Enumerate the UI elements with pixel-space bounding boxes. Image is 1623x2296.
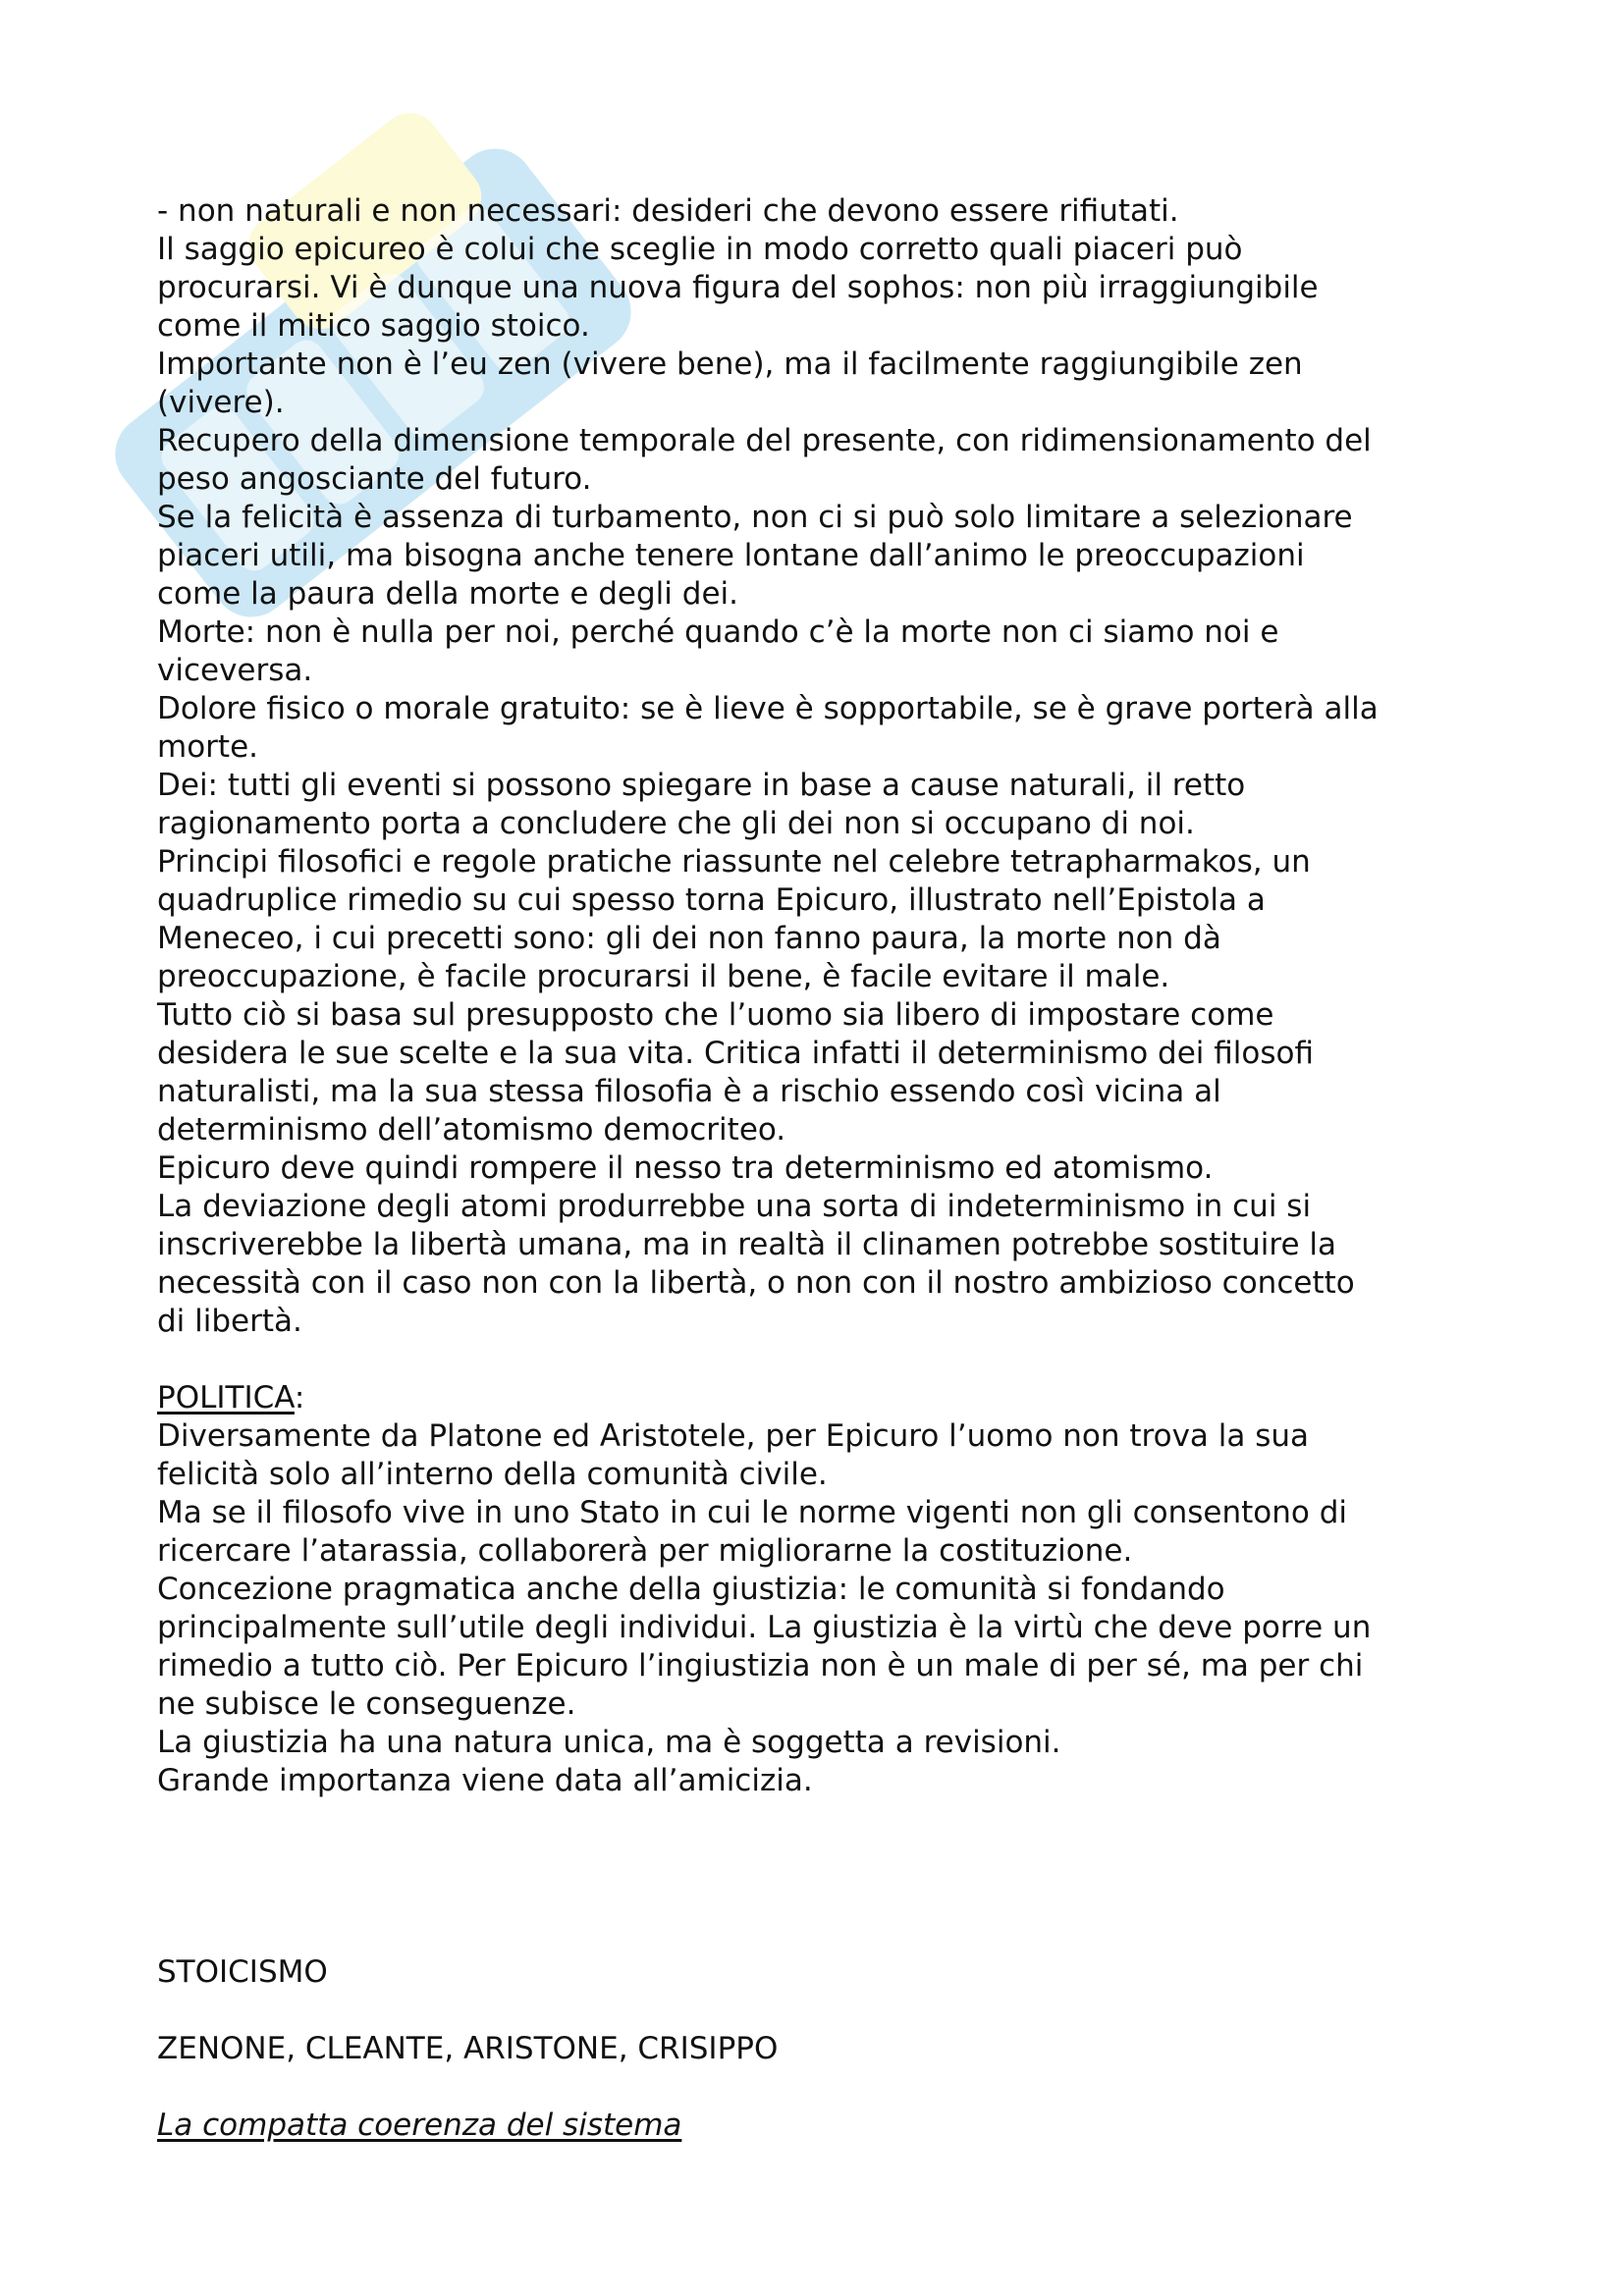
text-line: naturalisti, ma la sua stessa filosofia è a rischio essendo così vicina al <box>157 1074 1221 1109</box>
text-line: Diversamente da Platone ed Aristotele, per Epicuro l’uomo non trova la sua <box>157 1418 1310 1454</box>
text-line: Ma se il filosofo vive in uno Stato in cui le norme vigenti non gli consentono di <box>157 1495 1347 1530</box>
text-line: preoccupazione, è facile procurarsi il bene, è facile evitare il male. <box>157 959 1170 994</box>
text-line: principalmente sull’utile degli individui. La giustizia è la virtù che deve porre un <box>157 1610 1372 1645</box>
blank-line <box>157 1839 1512 1877</box>
text-line: La giustizia ha una natura unica, ma è soggetta a revisioni. <box>157 1725 1061 1760</box>
text-line: ricercare l’atarassia, collaborerà per migliorarne la costituzione. <box>157 1533 1133 1569</box>
text-line: desidera le sue scelte e la sua vita. Critica infatti il determinismo dei filosofi <box>157 1036 1315 1071</box>
politica-section <box>157 1379 1512 1800</box>
text-line: ragionamento porta a concludere che gli dei non si occupano di noi. <box>157 806 1195 841</box>
politica-heading-line <box>157 1379 1512 1417</box>
blank-line <box>157 1877 1512 1915</box>
blank-line <box>157 1992 1512 2030</box>
text-line: piaceri utili, ma bisogna anche tenere lontane dall’animo le preoccupazioni <box>157 538 1305 573</box>
blank-line <box>157 1341 1512 1379</box>
text-line: Meneceo, i cui precetti sono: gli dei non fanno paura, la morte non dà <box>157 921 1221 956</box>
stoicismo-subtitle: La compatta coerenza del sistema <box>157 2108 682 2143</box>
text-line: come il mitico saggio stoico. <box>157 308 590 344</box>
blank-line <box>157 1915 1512 1953</box>
document-body <box>157 192 1512 2145</box>
text-line: necessità con il caso non con la libertà, o non con il nostro ambizioso concetto <box>157 1265 1355 1301</box>
text-line: peso angosciante del futuro. <box>157 461 592 497</box>
politica-heading-suffix: : <box>294 1380 305 1415</box>
text-line: viceversa. <box>157 653 313 688</box>
text-line: Epicuro deve quindi rompere il nesso tra determinismo ed atomismo. <box>157 1150 1214 1186</box>
text-line: Dolore fisico o morale gratuito: se è lieve è sopportabile, se è grave porterà alla <box>157 691 1379 726</box>
text-line: rimedio a tutto ciò. Per Epicuro l’ingiustizia non è un male di per sé, ma per chi <box>157 1648 1364 1683</box>
text-line: quadruplice rimedio su cui spesso torna Epicuro, illustrato nell’Epistola a <box>157 882 1266 918</box>
text-line: inscriverebbe la libertà umana, ma in realtà il clinamen potrebbe sostituire la <box>157 1227 1336 1262</box>
text-line: Recupero della dimensione temporale del presente, con ridimensionamento del <box>157 423 1372 458</box>
text-line: Morte: non è nulla per noi, perché quando c’è la morte non ci siamo noi e <box>157 614 1279 650</box>
text-line: come la paura della morte e degli dei. <box>157 576 738 612</box>
text-line: Tutto ciò si basa sul presupposto che l’uomo sia libero di impostare come <box>157 997 1274 1033</box>
text-line: procurarsi. Vi è dunque una nuova figura del sophos: non più irraggiungibile <box>157 270 1319 305</box>
blank-line <box>157 1800 1512 1839</box>
epicurus-text-block <box>157 192 1512 1341</box>
text-line: Concezione pragmatica anche della giustizia: le comunità si fondando <box>157 1572 1225 1607</box>
stoicismo-authors: ZENONE, CLEANTE, ARISTONE, CRISIPPO <box>157 2031 779 2066</box>
text-line: Grande importanza viene data all’amicizia. <box>157 1763 813 1798</box>
text-line: - non naturali e non necessari: desideri che devono essere rifiutati. <box>157 193 1179 229</box>
text-line: di libertà. <box>157 1304 302 1339</box>
text-line: Il saggio epicureo è colui che sceglie in modo corretto quali piaceri può <box>157 232 1243 267</box>
text-line: La deviazione degli atomi produrrebbe una sorta di indeterminismo in cui si <box>157 1189 1312 1224</box>
text-line: determinismo dell’atomismo democriteo. <box>157 1112 786 1148</box>
politica-heading: POLITICA <box>157 1380 295 1415</box>
text-line: (vivere). <box>157 385 285 420</box>
text-line: Importante non è l’eu zen (vivere bene), ma il facilmente raggiungibile zen <box>157 347 1303 382</box>
text-line: Se la felicità è assenza di turbamento, non ci si può solo limitare a selezionare <box>157 500 1353 535</box>
text-line: Principi filosofici e regole pratiche riassunte nel celebre tetrapharmakos, un <box>157 844 1311 880</box>
blank-line <box>157 2068 1512 2107</box>
text-line: felicità solo all’interno della comunità civile. <box>157 1457 828 1492</box>
text-line: Dei: tutti gli eventi si possono spiegare in base a cause naturali, il retto <box>157 768 1246 803</box>
stoicismo-subtitle-line <box>157 2107 1512 2145</box>
stoicismo-title: STOICISMO <box>157 1954 328 1990</box>
text-line: ne subisce le conseguenze. <box>157 1686 576 1722</box>
stoicismo-section <box>157 1953 1512 2145</box>
text-line: morte. <box>157 729 258 765</box>
